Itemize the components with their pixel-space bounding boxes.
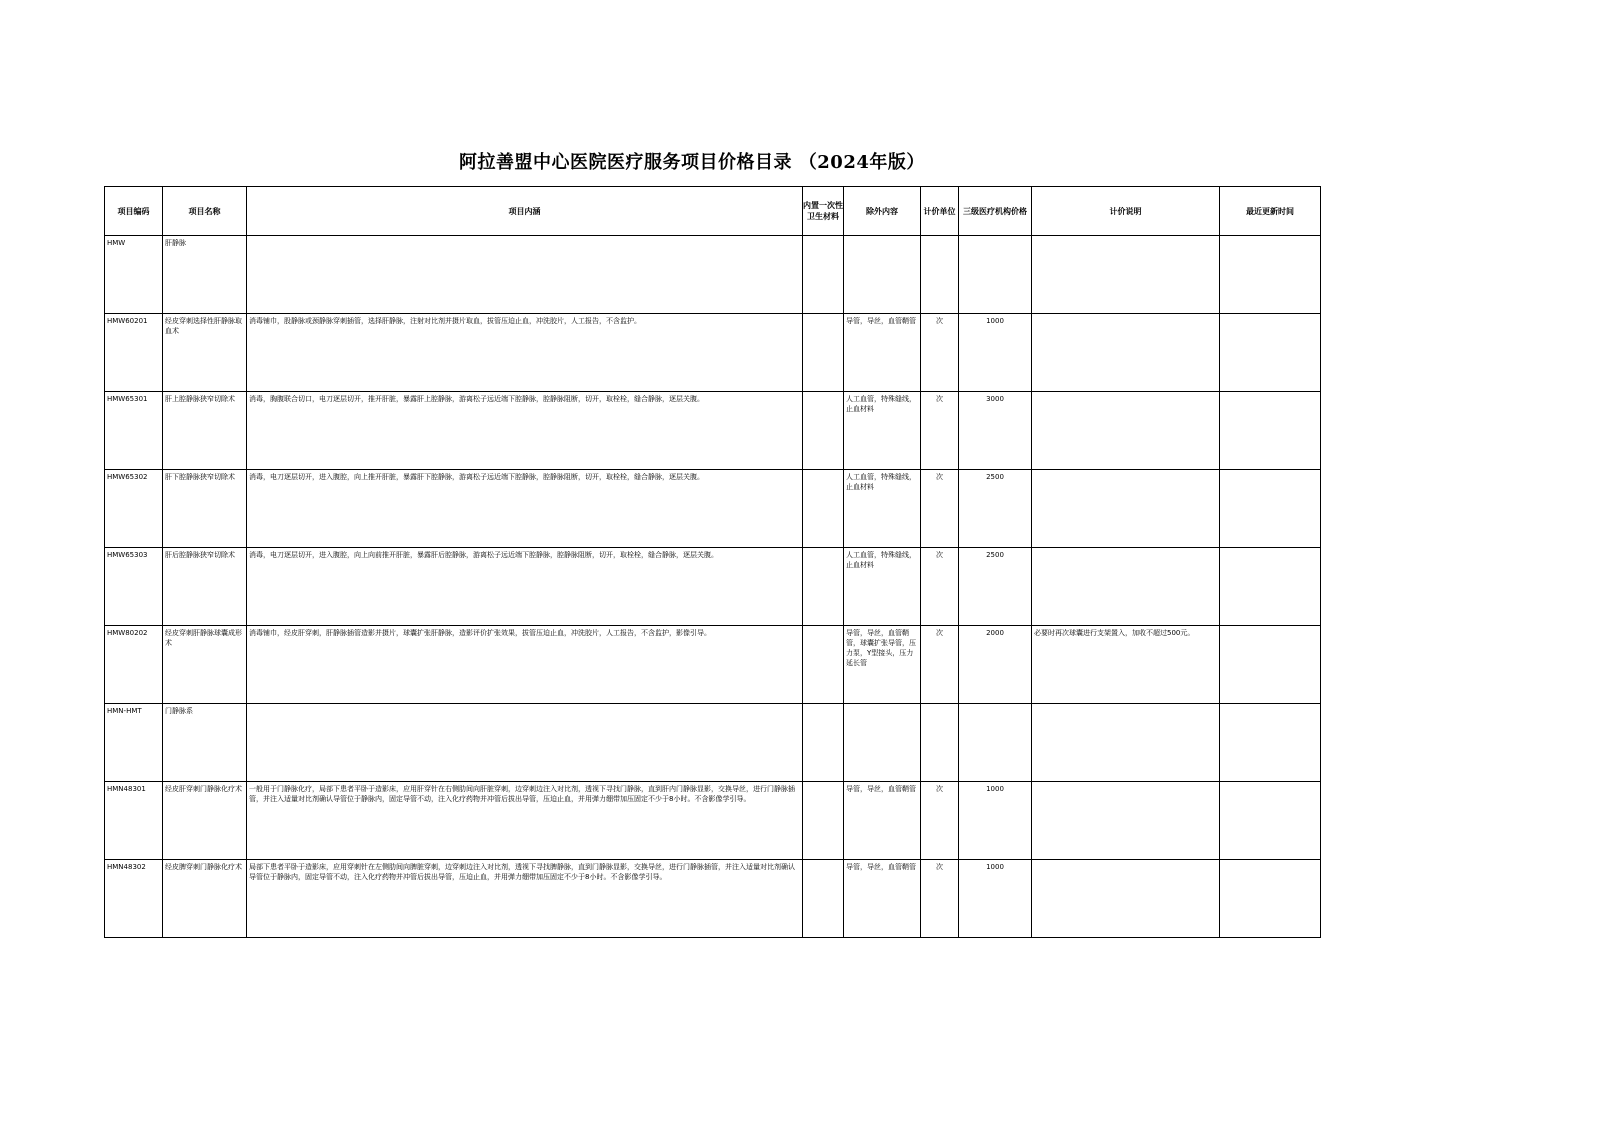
cell-updated — [1220, 782, 1321, 860]
cell-excluded-text: 导管，导丝，血管鞘管 — [846, 317, 916, 325]
cell-note — [1032, 392, 1220, 470]
cell-excluded-text: 导管，导丝，血管鞘管 — [846, 863, 916, 871]
cell-content-text: 消毒铺巾，股静脉或颈静脉穿刺插管，选择肝静脉，注射对比剂并摄片取血，拔管压迫止血，冲洗胶片，人工报告，不含监护。 — [249, 317, 641, 325]
cell-unit-text: 次 — [936, 395, 943, 403]
cell-note-text — [1032, 548, 1219, 552]
cell-unit-text: 次 — [936, 317, 943, 325]
cell-code — [105, 704, 163, 782]
header-row — [105, 187, 1321, 236]
table-row — [105, 548, 1321, 626]
table-row — [105, 236, 1321, 314]
cell-name-text: 肝下腔静脉狭窄切除术 — [165, 473, 235, 481]
cell-updated-text — [1220, 626, 1320, 630]
cell-unit — [921, 314, 959, 392]
cell-price-text: 2000 — [986, 629, 1004, 637]
cell-price — [959, 704, 1032, 782]
table-body — [105, 236, 1321, 938]
cell-material — [803, 704, 844, 782]
cell-excluded-text: 人工血管，特殊缝线，止血材料 — [846, 473, 916, 491]
cell-content-text: 局部下患者平卧于造影床，应用穿刺针在左侧肋间向脾脏穿刺，边穿刺边注入对比剂，透视下寻找脾静脉，直到门静脉显影，交换导丝，进行门静脉插管，并注入适量对比剂确认导管位于静脉内，固定导管不动，注入化疗药物并冲管后拔出导管，压迫止血，并用弹力绷带加压固定不少于8小时。不含影像学引导。 — [249, 863, 795, 881]
cell-updated — [1220, 470, 1321, 548]
cell-note-text — [1032, 392, 1219, 396]
cell-material-text — [803, 470, 843, 474]
cell-note-text — [1032, 470, 1219, 474]
table-row — [105, 782, 1321, 860]
cell-note — [1032, 782, 1220, 860]
cell-excluded-text: 人工血管，特殊缝线，止血材料 — [846, 551, 916, 569]
cell-name — [163, 782, 247, 860]
cell-price — [959, 470, 1032, 548]
cell-code — [105, 236, 163, 314]
table-row — [105, 860, 1321, 938]
cell-updated-text — [1220, 314, 1320, 318]
cell-updated-text — [1220, 392, 1320, 396]
cell-material — [803, 314, 844, 392]
cell-name-text: 经皮脾穿刺门静脉化疗术 — [165, 863, 242, 871]
cell-excluded-text: 导管，导丝，血管鞘管 — [846, 785, 916, 793]
cell-material-text — [803, 704, 843, 708]
cell-note-text — [1032, 782, 1219, 786]
cell-updated — [1220, 704, 1321, 782]
cell-excluded — [844, 470, 921, 548]
cell-unit — [921, 704, 959, 782]
cell-note-text — [1032, 236, 1219, 240]
cell-excluded — [844, 626, 921, 704]
cell-excluded — [844, 704, 921, 782]
cell-updated — [1220, 236, 1321, 314]
cell-content — [247, 626, 803, 704]
cell-note-text — [1032, 704, 1219, 708]
cell-price-text: 1000 — [986, 317, 1004, 325]
cell-name-text: 经皮穿刺肝静脉球囊成形术 — [165, 629, 242, 647]
cell-price-text: 1000 — [986, 863, 1004, 871]
cell-unit — [921, 470, 959, 548]
cell-code — [105, 782, 163, 860]
cell-content-text — [247, 704, 802, 708]
price-table — [104, 186, 1321, 938]
cell-name — [163, 704, 247, 782]
cell-material-text — [803, 236, 843, 240]
cell-content-text — [247, 236, 802, 240]
cell-name-text: 经皮肝穿刺门静脉化疗术 — [165, 785, 242, 793]
cell-excluded — [844, 860, 921, 938]
header-price: 三级医疗机构价格 — [959, 187, 1032, 236]
cell-code — [105, 548, 163, 626]
cell-price — [959, 236, 1032, 314]
cell-content — [247, 860, 803, 938]
cell-excluded — [844, 392, 921, 470]
cell-name — [163, 314, 247, 392]
cell-unit-text — [921, 236, 958, 240]
cell-content — [247, 704, 803, 782]
cell-code-text: HMW80202 — [107, 629, 148, 637]
cell-content-text: 消毒，胸腹联合切口，电刀逐层切开，推开肝脏，暴露肝上腔静脉，游离松子远近端下腔静脉，腔静脉阻断，切开，取栓栓，缝合静脉，逐层关腹。 — [249, 395, 704, 403]
cell-note — [1032, 548, 1220, 626]
cell-price — [959, 782, 1032, 860]
cell-code-text: HMW — [107, 239, 126, 247]
cell-note-text — [1032, 314, 1219, 318]
cell-note — [1032, 314, 1220, 392]
cell-updated — [1220, 314, 1321, 392]
cell-price-text: 2500 — [986, 473, 1004, 481]
cell-name-text: 肝后腔静脉狭窄切除术 — [165, 551, 235, 559]
cell-material-text — [803, 548, 843, 552]
cell-unit — [921, 548, 959, 626]
cell-material — [803, 548, 844, 626]
cell-note-text: 必要时再次球囊进行支架置入，加收不超过500元。 — [1034, 629, 1195, 637]
cell-name-text: 肝静脉 — [165, 239, 186, 247]
cell-material — [803, 470, 844, 548]
cell-name — [163, 860, 247, 938]
cell-material-text — [803, 392, 843, 396]
cell-price — [959, 626, 1032, 704]
cell-price-text — [959, 236, 1031, 240]
cell-note — [1032, 236, 1220, 314]
header-unit: 计价单位 — [921, 187, 959, 236]
cell-name — [163, 626, 247, 704]
cell-excluded-text: 导管，导丝，血管鞘管，球囊扩张导管，压力泵，Y型接头，压力延长管 — [846, 629, 916, 667]
cell-unit — [921, 860, 959, 938]
cell-updated — [1220, 392, 1321, 470]
header-code: 项目编码 — [105, 187, 163, 236]
cell-code — [105, 314, 163, 392]
cell-content — [247, 314, 803, 392]
cell-name-text: 肝上腔静脉狭窄切除术 — [165, 395, 235, 403]
cell-material — [803, 860, 844, 938]
cell-code-text: HMW60201 — [107, 317, 148, 325]
header-note: 计价说明 — [1032, 187, 1220, 236]
cell-note-text — [1032, 860, 1219, 864]
table-row — [105, 314, 1321, 392]
cell-code — [105, 626, 163, 704]
cell-excluded-text — [844, 236, 920, 240]
cell-updated — [1220, 860, 1321, 938]
table-row — [105, 392, 1321, 470]
cell-updated — [1220, 548, 1321, 626]
cell-content — [247, 392, 803, 470]
cell-unit — [921, 626, 959, 704]
cell-price — [959, 548, 1032, 626]
cell-material — [803, 782, 844, 860]
cell-content — [247, 236, 803, 314]
cell-name — [163, 392, 247, 470]
cell-unit-text: 次 — [936, 473, 943, 481]
cell-unit-text: 次 — [936, 785, 943, 793]
cell-content — [247, 548, 803, 626]
cell-code-text: HMW65302 — [107, 473, 148, 481]
header-excluded: 除外内容 — [844, 187, 921, 236]
cell-updated — [1220, 626, 1321, 704]
cell-content-text: 消毒铺巾，经皮肝穿刺，肝静脉插管造影并摄片，球囊扩张肝静脉，造影评价扩张效果，拔管压迫止血，冲洗胶片，人工报告，不含监护，影像引导。 — [249, 629, 711, 637]
cell-unit-text: 次 — [936, 863, 943, 871]
cell-material-text — [803, 314, 843, 318]
cell-price-text: 1000 — [986, 785, 1004, 793]
cell-material-text — [803, 782, 843, 786]
cell-name — [163, 236, 247, 314]
cell-price-text — [959, 704, 1031, 708]
table-row — [105, 626, 1321, 704]
cell-price — [959, 392, 1032, 470]
cell-content-text: 消毒，电刀逐层切开，进入腹腔，向上推开肝脏，暴露肝下腔静脉，游离松子远近端下腔静脉，腔静脉阻断，切开，取栓栓，缝合静脉，逐层关腹。 — [249, 473, 704, 481]
cell-updated-text — [1220, 548, 1320, 552]
cell-unit-text — [921, 704, 958, 708]
cell-material — [803, 626, 844, 704]
cell-excluded-text: 人工血管，特殊缝线，止血材料 — [846, 395, 916, 413]
cell-excluded — [844, 236, 921, 314]
cell-material-text — [803, 860, 843, 864]
cell-material-text — [803, 626, 843, 630]
cell-code-text: HMW65303 — [107, 551, 148, 559]
cell-unit-text: 次 — [936, 551, 943, 559]
table-row — [105, 704, 1321, 782]
cell-updated-text — [1220, 236, 1320, 240]
cell-name-text: 门静脉系 — [165, 707, 193, 715]
cell-content — [247, 470, 803, 548]
cell-unit — [921, 392, 959, 470]
table-row — [105, 470, 1321, 548]
cell-unit — [921, 782, 959, 860]
cell-content-text: 消毒，电刀逐层切开，进入腹腔，向上向前推开肝脏，暴露肝后腔静脉，游离松子远近端下腔静脉，腔静脉阻断，切开，取栓栓，缝合静脉，逐层关腹。 — [249, 551, 718, 559]
cell-code — [105, 470, 163, 548]
header-content: 项目内涵 — [247, 187, 803, 236]
cell-content-text: 一般用于门静脉化疗，局部下患者平卧于造影床，应用肝穿针在右侧肋间向肝脏穿刺，边穿刺边注入对比剂，透视下寻找门静脉，直到肝内门静脉显影，交换导丝，进行门静脉插管，并注入适量对比剂确认导管位于静脉内，固定导管不动，注入化疗药物并冲管后拔出导管，压迫止血，并用弹力绷带加压固定不少于8小时。不含影像学引导。 — [249, 785, 795, 803]
cell-note — [1032, 860, 1220, 938]
header-name: 项目名称 — [163, 187, 247, 236]
cell-updated-text — [1220, 860, 1320, 864]
cell-price-text: 3000 — [986, 395, 1004, 403]
cell-note — [1032, 704, 1220, 782]
cell-name-text: 经皮穿刺选择性肝静脉取血术 — [165, 317, 242, 335]
cell-price — [959, 314, 1032, 392]
cell-code-text: HMN-HMT — [107, 707, 142, 715]
cell-excluded — [844, 314, 921, 392]
cell-code-text: HMN48302 — [107, 863, 146, 871]
cell-price — [959, 860, 1032, 938]
cell-updated-text — [1220, 470, 1320, 474]
cell-note — [1032, 470, 1220, 548]
cell-price-text: 2500 — [986, 551, 1004, 559]
cell-excluded-text — [844, 704, 920, 708]
cell-code — [105, 392, 163, 470]
cell-code — [105, 860, 163, 938]
cell-unit-text: 次 — [936, 629, 943, 637]
cell-code-text: HMW65301 — [107, 395, 148, 403]
cell-excluded — [844, 782, 921, 860]
header-updated: 最近更新时间 — [1220, 187, 1321, 236]
cell-name — [163, 548, 247, 626]
cell-excluded — [844, 548, 921, 626]
document-title: 阿拉善盟中心医院医疗服务项目价格目录 （2024年版） — [459, 152, 925, 173]
cell-material — [803, 392, 844, 470]
cell-updated-text — [1220, 782, 1320, 786]
cell-name — [163, 470, 247, 548]
cell-note — [1032, 626, 1220, 704]
cell-content — [247, 782, 803, 860]
cell-code-text: HMN48301 — [107, 785, 146, 793]
header-material: 内置一次性卫生材料 — [803, 187, 844, 236]
cell-material — [803, 236, 844, 314]
cell-updated-text — [1220, 704, 1320, 708]
cell-unit — [921, 236, 959, 314]
